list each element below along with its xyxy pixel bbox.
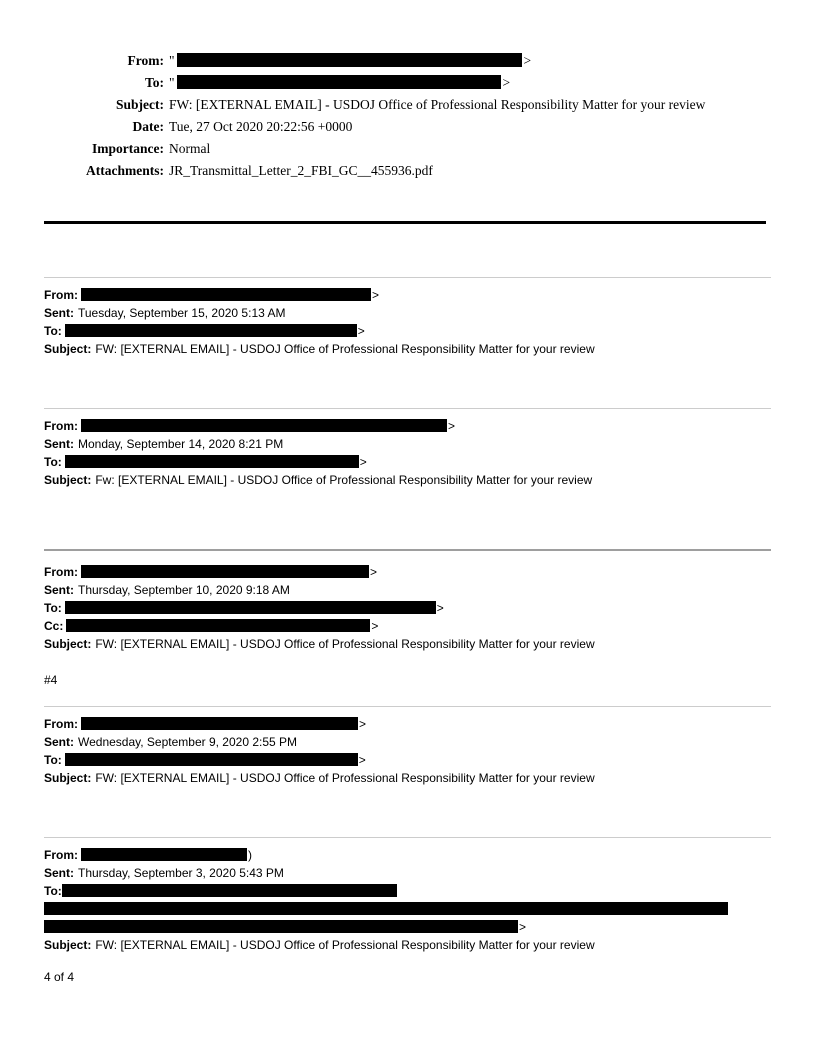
field-text: Tuesday, September 15, 2020 5:13 AM [78, 306, 286, 320]
field-text: FW: [EXTERNAL EMAIL] - USDOJ Office of Professional Responsibility Matter for your review [169, 97, 706, 112]
page-note: 4 of 4 [44, 970, 75, 984]
bracket-suffix: > [357, 324, 365, 338]
redaction-bar [81, 288, 371, 301]
email-header-line [44, 417, 771, 435]
bracket-suffix: > [519, 920, 527, 934]
field-value [169, 140, 744, 158]
field-text: FW: [EXTERNAL EMAIL] - USDOJ Office of Professional Responsibility Matter for your review [95, 771, 595, 785]
field-label: Sent: [44, 437, 74, 451]
field-label: From: [44, 565, 78, 579]
redaction-bar [65, 601, 436, 614]
field-label: Subject: [44, 473, 92, 487]
quote-mark: " [169, 75, 175, 90]
field-text: Wednesday, September 9, 2020 2:55 PM [78, 735, 298, 749]
field-label: Cc: [44, 619, 64, 633]
field-text: FW: [EXTERNAL EMAIL] - USDOJ Office of Professional Responsibility Matter for your review [95, 342, 595, 356]
header-field-row [44, 96, 766, 114]
field-value [169, 52, 744, 70]
header-field-row [44, 52, 766, 70]
email-header-line [44, 617, 771, 635]
field-label: To: [44, 884, 62, 898]
email-header-line [44, 635, 771, 653]
redaction-bar [62, 884, 397, 897]
field-text: Thursday, September 3, 2020 5:43 PM [78, 866, 284, 880]
field-text: FW: [EXTERNAL EMAIL] - USDOJ Office of Professional Responsibility Matter for your review [95, 637, 595, 651]
redaction-bar [81, 848, 247, 861]
bracket-suffix: > [448, 419, 456, 433]
forwarded-email-header [44, 277, 771, 358]
field-value [169, 96, 744, 114]
field-text: Monday, September 14, 2020 8:21 PM [78, 437, 284, 451]
email-header-line [44, 563, 771, 581]
email-header-line [44, 900, 771, 918]
field-label: From: [44, 717, 78, 731]
field-label: To: [144, 75, 164, 90]
redaction-bar [44, 920, 518, 933]
forwarded-email-header [44, 408, 771, 489]
redaction-bar [65, 324, 357, 337]
header-field-row [44, 118, 766, 136]
quote-mark: " [169, 53, 175, 68]
header-field-row [44, 74, 766, 92]
field-label: From: [44, 288, 78, 302]
angle-bracket-suffix: > [523, 53, 532, 68]
forwarded-email-header [44, 837, 771, 986]
field-label: To: [44, 324, 62, 338]
field-value [169, 74, 744, 92]
redaction-bar [177, 53, 522, 67]
bracket-suffix: > [359, 455, 367, 469]
field-label: Subject: [44, 938, 92, 952]
bracket-suffix: > [371, 619, 379, 633]
redaction-bar [65, 455, 359, 468]
field-text: FW: [EXTERNAL EMAIL] - USDOJ Office of Professional Responsibility Matter for your review [95, 938, 595, 952]
email-header-line [44, 286, 771, 304]
field-label: To: [44, 455, 62, 469]
field-label: Sent: [44, 735, 74, 749]
bracket-suffix: > [370, 565, 378, 579]
email-header-line [44, 715, 771, 733]
email-header-line [44, 918, 771, 936]
field-label: Subject: [44, 342, 92, 356]
field-label: Date: [132, 119, 164, 134]
field-label: Attachments: [86, 163, 164, 178]
redaction-bar [65, 753, 358, 766]
redaction-bar [81, 565, 369, 578]
email-header-line [44, 751, 771, 769]
forwarded-email-header [44, 706, 771, 787]
forwarded-email-header [44, 549, 771, 689]
bracket-suffix: > [372, 288, 380, 302]
field-label: From: [127, 53, 164, 68]
field-label: From: [44, 419, 78, 433]
field-label: To: [44, 601, 62, 615]
email-header-block [44, 52, 766, 184]
email-header-line [44, 846, 771, 864]
field-text: Fw: [EXTERNAL EMAIL] - USDOJ Office of Professional Responsibility Matter for your review [95, 473, 593, 487]
redaction-bar [81, 717, 358, 730]
email-header-line [44, 453, 771, 471]
email-header-line [44, 304, 771, 322]
email-header-line [44, 864, 771, 882]
field-label: Sent: [44, 866, 74, 880]
email-header-line [44, 435, 771, 453]
redaction-bar [44, 902, 728, 915]
page-note: #4 [44, 673, 58, 687]
field-text: Normal [169, 141, 211, 156]
email-header-line [44, 471, 771, 489]
redaction-bar [177, 75, 501, 89]
bracket-suffix: > [436, 601, 444, 615]
bracket-suffix: > [358, 753, 366, 767]
field-label: Subject: [116, 97, 164, 112]
email-header-line [44, 322, 771, 340]
bracket-suffix: ) [248, 848, 252, 862]
header-divider-rule [44, 221, 766, 224]
field-text: Thursday, September 10, 2020 9:18 AM [78, 583, 290, 597]
email-header-line [44, 936, 771, 954]
field-label: Subject: [44, 637, 92, 651]
email-header-line [44, 733, 771, 751]
email-header-line [44, 599, 771, 617]
header-field-row [44, 140, 766, 158]
header-field-row [44, 162, 766, 180]
field-value [169, 162, 744, 180]
redaction-bar [66, 619, 370, 632]
angle-bracket-suffix: > [502, 75, 511, 90]
field-label: Sent: [44, 583, 74, 597]
redaction-bar [81, 419, 447, 432]
bracket-suffix: > [359, 717, 367, 731]
email-header-line [44, 340, 771, 358]
field-label: Importance: [92, 141, 164, 156]
email-header-line [44, 581, 771, 599]
email-header-line [44, 769, 771, 787]
field-text: JR_Transmittal_Letter_2_FBI_GC__455936.pdf [169, 163, 433, 178]
field-label: To: [44, 753, 62, 767]
field-label: Subject: [44, 771, 92, 785]
field-label: Sent: [44, 306, 74, 320]
field-text: Tue, 27 Oct 2020 20:22:56 +0000 [169, 119, 353, 134]
email-header-line [44, 882, 771, 900]
field-label: From: [44, 848, 78, 862]
field-value [169, 118, 744, 136]
